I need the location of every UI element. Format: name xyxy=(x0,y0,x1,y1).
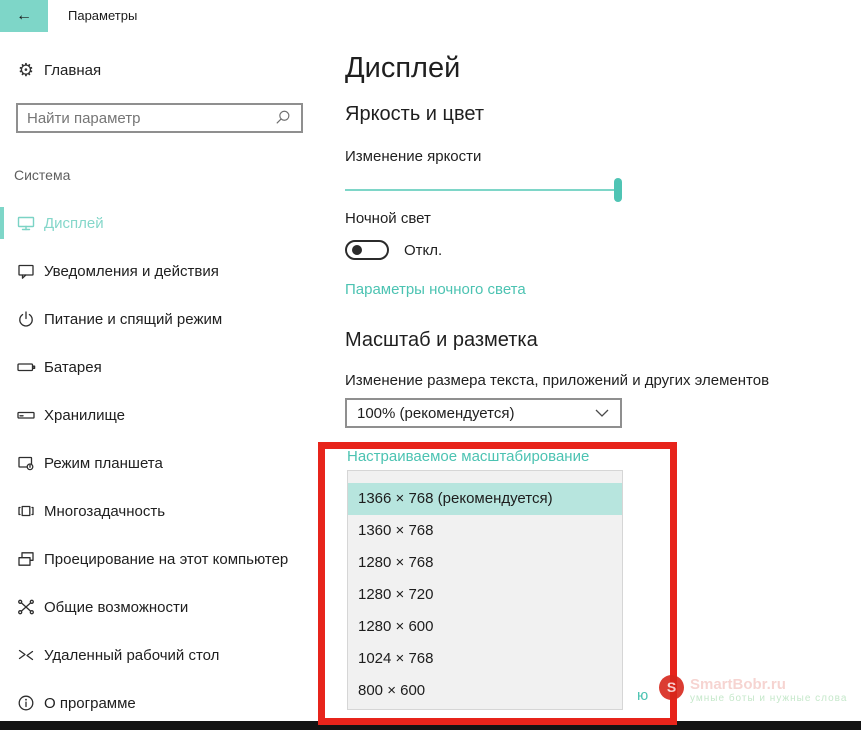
sidebar-item-label: О программе xyxy=(44,694,136,712)
resolution-option[interactable]: 1360 × 768 xyxy=(358,522,434,539)
hidden-link-fragment[interactable]: ю xyxy=(637,687,649,704)
sidebar-item-shared-experiences[interactable] xyxy=(0,583,330,631)
brightness-heading: Яркость и цвет xyxy=(345,103,485,125)
sidebar-item-label: Проецирование на этот компьютер xyxy=(44,550,289,568)
slider-track[interactable] xyxy=(345,189,622,191)
sidebar-item-label: Удаленный рабочий стол xyxy=(44,646,220,664)
night-light-state: Откл. xyxy=(404,242,443,259)
resolution-option[interactable]: 1280 × 600 xyxy=(358,618,434,635)
projecting-icon xyxy=(16,549,36,569)
night-light-settings-link[interactable]: Параметры ночного света xyxy=(345,281,526,298)
toggle-knob xyxy=(352,245,362,255)
about-icon xyxy=(16,693,36,713)
remote-desktop-icon xyxy=(16,645,36,665)
sidebar-item-remote-desktop[interactable] xyxy=(0,631,330,679)
sidebar-item-projecting[interactable] xyxy=(0,535,330,583)
sidebar-item-tablet-mode[interactable] xyxy=(0,439,330,487)
scale-heading: Масштаб и разметка xyxy=(345,329,538,351)
sidebar-item-label: Питание и спящий режим xyxy=(44,310,223,328)
search-icon xyxy=(274,109,292,127)
chevron-down-icon xyxy=(595,409,609,417)
resolution-option[interactable]: 1366 × 768 (рекомендуется) xyxy=(348,483,622,515)
watermark-tagline: умные боты и нужные слова xyxy=(690,693,848,704)
display-icon xyxy=(16,213,36,233)
night-light-label: Ночной свет xyxy=(345,210,431,227)
sidebar-section-system: Система xyxy=(14,167,71,183)
resolution-option[interactable]: 1280 × 768 xyxy=(358,554,434,571)
watermark-logo: S xyxy=(659,675,684,700)
selected-indicator xyxy=(0,207,4,239)
sidebar-item-display[interactable] xyxy=(0,199,330,247)
sidebar-item-label: Режим планшета xyxy=(44,454,163,472)
night-light-toggle[interactable] xyxy=(345,240,389,260)
search-input[interactable] xyxy=(18,110,274,127)
sidebar-item-battery[interactable] xyxy=(0,343,330,391)
scaling-dropdown[interactable] xyxy=(345,398,622,428)
battery-icon xyxy=(16,357,36,377)
sidebar-item-label: Дисплей xyxy=(44,214,104,232)
resolution-option[interactable]: 800 × 600 xyxy=(358,682,426,699)
sidebar-item-home[interactable] xyxy=(16,60,101,80)
home-label: Главная xyxy=(44,61,102,79)
scaling-dropdown-value: 100% (рекомендуется) xyxy=(357,404,515,422)
brightness-slider-label: Изменение яркости xyxy=(345,148,482,165)
sidebar-item-about[interactable] xyxy=(0,679,330,727)
slider-thumb[interactable] xyxy=(614,178,622,202)
sidebar-item-label: Хранилище xyxy=(44,406,125,424)
tablet-mode-icon xyxy=(16,453,36,473)
multitasking-icon xyxy=(16,501,36,521)
resolution-option[interactable]: 1024 × 768 xyxy=(358,650,434,667)
custom-scaling-link[interactable]: Настраиваемое масштабирование xyxy=(347,448,590,465)
back-icon: ← xyxy=(16,7,32,24)
settings-search-box xyxy=(16,103,303,133)
resolution-option[interactable]: 1280 × 720 xyxy=(358,586,434,603)
shared-experiences-icon xyxy=(16,597,36,617)
sidebar-item-label: Уведомления и действия xyxy=(44,262,219,280)
sidebar-item-label: Батарея xyxy=(44,358,102,376)
power-icon xyxy=(16,309,36,329)
resolution-listbox xyxy=(347,470,623,710)
back-button[interactable] xyxy=(0,0,48,32)
notifications-icon xyxy=(16,261,36,281)
sidebar-item-multitasking[interactable] xyxy=(0,487,330,535)
bottom-black-bar xyxy=(0,721,861,730)
sidebar-item-label: Многозадачность xyxy=(44,502,166,520)
sidebar-item-power-sleep[interactable] xyxy=(0,295,330,343)
sidebar-nav xyxy=(0,199,330,727)
storage-icon xyxy=(16,405,36,425)
sidebar-item-label: Общие возможности xyxy=(44,598,189,616)
sidebar-item-storage[interactable] xyxy=(0,391,330,439)
page-title: Дисплей xyxy=(345,52,461,84)
watermark-title: SmartBobr.ru xyxy=(690,676,786,693)
scaling-size-label: Изменение размера текста, приложений и других элементов xyxy=(345,372,770,389)
brightness-slider[interactable] xyxy=(345,178,622,202)
gear-icon: ⚙ xyxy=(17,60,35,80)
sidebar-item-notifications[interactable] xyxy=(0,247,330,295)
app-title: Параметры xyxy=(68,8,138,23)
